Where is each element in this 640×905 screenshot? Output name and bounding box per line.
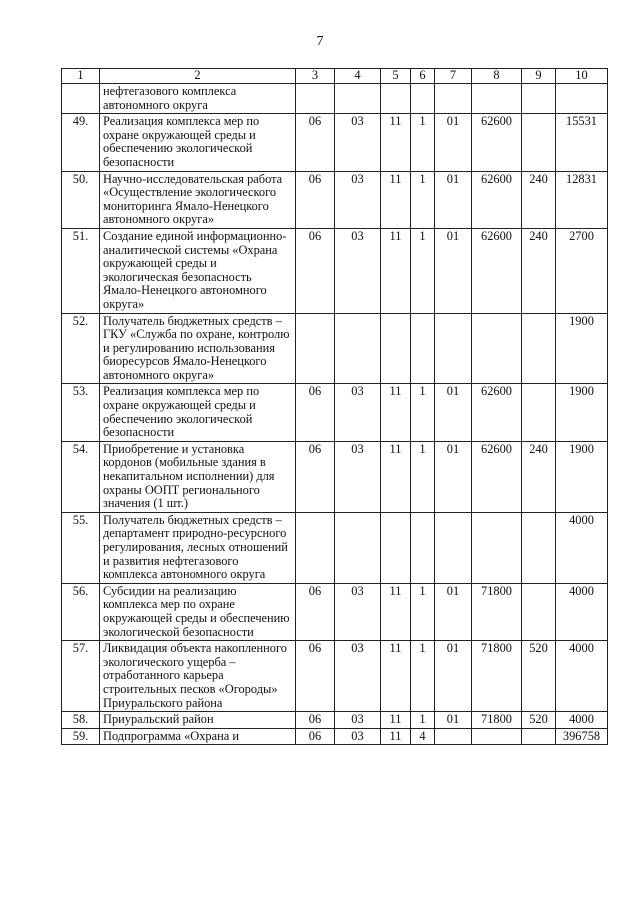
code-program-cell: 11 xyxy=(381,171,411,228)
code-subprogram-cell xyxy=(411,512,435,583)
table-row xyxy=(62,441,608,512)
amount-cell: 4000 xyxy=(556,712,608,729)
code-section-cell: 06 xyxy=(296,171,335,228)
code-expense-type-cell xyxy=(522,512,556,583)
code-subsection-cell xyxy=(335,512,381,583)
header-cell: 1 xyxy=(62,69,100,84)
code-direction-cell xyxy=(472,728,522,745)
header-cell: 5 xyxy=(381,69,411,84)
code-section-cell: 06 xyxy=(296,228,335,313)
code-subprogram-cell: 1 xyxy=(411,228,435,313)
code-expense-type-cell: 520 xyxy=(522,712,556,729)
row-number-cell: 57. xyxy=(62,641,100,712)
table-row xyxy=(62,114,608,171)
code-section-cell xyxy=(296,84,335,114)
row-name-cell: Реализация комплекса мер по охране окружающей среды и обеспечению экологической безопасности xyxy=(100,114,296,171)
code-main-event-cell xyxy=(435,313,472,384)
row-number-cell: 53. xyxy=(62,384,100,441)
code-main-event-cell xyxy=(435,728,472,745)
row-name-cell: нефтегазового комплекса автономного округа xyxy=(100,84,296,114)
header-cell: 4 xyxy=(335,69,381,84)
code-program-cell xyxy=(381,84,411,114)
row-number-cell: 55. xyxy=(62,512,100,583)
code-expense-type-cell: 520 xyxy=(522,641,556,712)
row-name-cell: Реализация комплекса мер по охране окружающей среды и обеспечению экологической безопасности xyxy=(100,384,296,441)
code-expense-type-cell xyxy=(522,313,556,384)
code-main-event-cell: 01 xyxy=(435,641,472,712)
amount-cell: 1900 xyxy=(556,441,608,512)
row-name-cell: Подпрограмма «Охрана и xyxy=(100,728,296,745)
code-section-cell: 06 xyxy=(296,384,335,441)
row-number-cell: 50. xyxy=(62,171,100,228)
code-direction-cell: 71800 xyxy=(472,641,522,712)
code-program-cell: 11 xyxy=(381,583,411,640)
code-direction-cell: 62600 xyxy=(472,114,522,171)
table-row xyxy=(62,228,608,313)
row-name-cell: Приуральский район xyxy=(100,712,296,729)
code-expense-type-cell xyxy=(522,114,556,171)
code-subsection-cell: 03 xyxy=(335,114,381,171)
table-row xyxy=(62,171,608,228)
code-main-event-cell xyxy=(435,512,472,583)
budget-table xyxy=(61,68,608,745)
code-subsection-cell: 03 xyxy=(335,171,381,228)
row-name-cell: Создание единой информационно-аналитической системы «Охрана окружающей среды и экологическая безопасность Ямало-Ненецкого автономного округа» xyxy=(100,228,296,313)
row-name-cell: Научно-исследовательская работа «Осуществление экологического мониторинга Ямало-Ненецкого автономного округа» xyxy=(100,171,296,228)
code-main-event-cell: 01 xyxy=(435,171,472,228)
code-program-cell xyxy=(381,512,411,583)
header-cell: 2 xyxy=(100,69,296,84)
row-name-cell: Ликвидация объекта накопленного экологического ущерба – отработанного карьера строительных песков «Огороды» Приуральского района xyxy=(100,641,296,712)
code-program-cell: 11 xyxy=(381,641,411,712)
code-direction-cell: 62600 xyxy=(472,228,522,313)
header-cell: 6 xyxy=(411,69,435,84)
code-subsection-cell xyxy=(335,313,381,384)
code-subprogram-cell: 4 xyxy=(411,728,435,745)
header-cell: 7 xyxy=(435,69,472,84)
amount-cell: 4000 xyxy=(556,641,608,712)
code-section-cell: 06 xyxy=(296,583,335,640)
table-row xyxy=(62,641,608,712)
header-cell: 9 xyxy=(522,69,556,84)
amount-cell: 1900 xyxy=(556,384,608,441)
code-section-cell: 06 xyxy=(296,728,335,745)
row-name-cell: Получатель бюджетных средств – ГКУ «Служба по охране, контролю и регулированию использования биоресурсов Ямало-Ненецкого автономного округа» xyxy=(100,313,296,384)
row-number-cell: 59. xyxy=(62,728,100,745)
code-expense-type-cell xyxy=(522,84,556,114)
code-subsection-cell: 03 xyxy=(335,228,381,313)
code-direction-cell: 71800 xyxy=(472,712,522,729)
code-section-cell xyxy=(296,313,335,384)
row-name-cell: Субсидии на реализацию комплекса мер по охране окружающей среды и обеспечению экологической безопасности xyxy=(100,583,296,640)
amount-cell: 2700 xyxy=(556,228,608,313)
code-expense-type-cell xyxy=(522,384,556,441)
code-subprogram-cell: 1 xyxy=(411,712,435,729)
code-subsection-cell xyxy=(335,84,381,114)
code-subprogram-cell: 1 xyxy=(411,641,435,712)
table-row xyxy=(62,384,608,441)
code-subsection-cell: 03 xyxy=(335,728,381,745)
code-main-event-cell: 01 xyxy=(435,712,472,729)
code-section-cell: 06 xyxy=(296,441,335,512)
code-direction-cell: 62600 xyxy=(472,384,522,441)
code-main-event-cell: 01 xyxy=(435,228,472,313)
row-number-cell xyxy=(62,84,100,114)
code-section-cell: 06 xyxy=(296,712,335,729)
header-cell: 10 xyxy=(556,69,608,84)
amount-cell: 15531 xyxy=(556,114,608,171)
code-program-cell: 11 xyxy=(381,384,411,441)
code-section-cell: 06 xyxy=(296,641,335,712)
code-main-event-cell: 01 xyxy=(435,583,472,640)
amount-cell: 1900 xyxy=(556,313,608,384)
code-subsection-cell: 03 xyxy=(335,641,381,712)
row-number-cell: 52. xyxy=(62,313,100,384)
code-subprogram-cell xyxy=(411,313,435,384)
code-subprogram-cell: 1 xyxy=(411,114,435,171)
code-direction-cell: 62600 xyxy=(472,441,522,512)
code-program-cell: 11 xyxy=(381,228,411,313)
code-subprogram-cell xyxy=(411,84,435,114)
row-number-cell: 58. xyxy=(62,712,100,729)
table-row xyxy=(62,712,608,729)
header-cell: 3 xyxy=(296,69,335,84)
code-main-event-cell xyxy=(435,84,472,114)
page-number: 7 xyxy=(316,34,324,49)
table-row xyxy=(62,313,608,384)
code-subprogram-cell: 1 xyxy=(411,384,435,441)
code-subprogram-cell: 1 xyxy=(411,583,435,640)
code-program-cell xyxy=(381,313,411,384)
row-number-cell: 56. xyxy=(62,583,100,640)
code-direction-cell xyxy=(472,313,522,384)
code-expense-type-cell: 240 xyxy=(522,441,556,512)
header-cell: 8 xyxy=(472,69,522,84)
header-row xyxy=(62,69,608,84)
code-expense-type-cell xyxy=(522,728,556,745)
code-subsection-cell: 03 xyxy=(335,712,381,729)
table-row xyxy=(62,583,608,640)
table-row xyxy=(62,728,608,745)
code-direction-cell: 62600 xyxy=(472,171,522,228)
code-main-event-cell: 01 xyxy=(435,441,472,512)
row-number-cell: 54. xyxy=(62,441,100,512)
code-subsection-cell: 03 xyxy=(335,583,381,640)
amount-cell: 12831 xyxy=(556,171,608,228)
code-section-cell xyxy=(296,512,335,583)
code-direction-cell xyxy=(472,512,522,583)
code-direction-cell: 71800 xyxy=(472,583,522,640)
code-subprogram-cell: 1 xyxy=(411,171,435,228)
row-number-cell: 49. xyxy=(62,114,100,171)
code-subprogram-cell: 1 xyxy=(411,441,435,512)
code-main-event-cell: 01 xyxy=(435,384,472,441)
amount-cell xyxy=(556,84,608,114)
amount-cell: 396758 xyxy=(556,728,608,745)
code-program-cell: 11 xyxy=(381,114,411,171)
table-row xyxy=(62,84,608,114)
code-direction-cell xyxy=(472,84,522,114)
row-name-cell: Приобретение и установка кордонов (мобильные здания в некапитальном исполнении) для охраны ООПТ регионального значения (1 шт.) xyxy=(100,441,296,512)
code-program-cell: 11 xyxy=(381,712,411,729)
row-name-cell: Получатель бюджетных средств – департамент природно-ресурсного регулирования, лесных отношений и развития нефтегазового комплекса автономного округа xyxy=(100,512,296,583)
code-main-event-cell: 01 xyxy=(435,114,472,171)
code-section-cell: 06 xyxy=(296,114,335,171)
code-program-cell: 11 xyxy=(381,441,411,512)
code-expense-type-cell xyxy=(522,583,556,640)
amount-cell: 4000 xyxy=(556,583,608,640)
code-program-cell: 11 xyxy=(381,728,411,745)
code-subsection-cell: 03 xyxy=(335,441,381,512)
amount-cell: 4000 xyxy=(556,512,608,583)
code-expense-type-cell: 240 xyxy=(522,171,556,228)
code-subsection-cell: 03 xyxy=(335,384,381,441)
code-expense-type-cell: 240 xyxy=(522,228,556,313)
row-number-cell: 51. xyxy=(62,228,100,313)
table-row xyxy=(62,512,608,583)
